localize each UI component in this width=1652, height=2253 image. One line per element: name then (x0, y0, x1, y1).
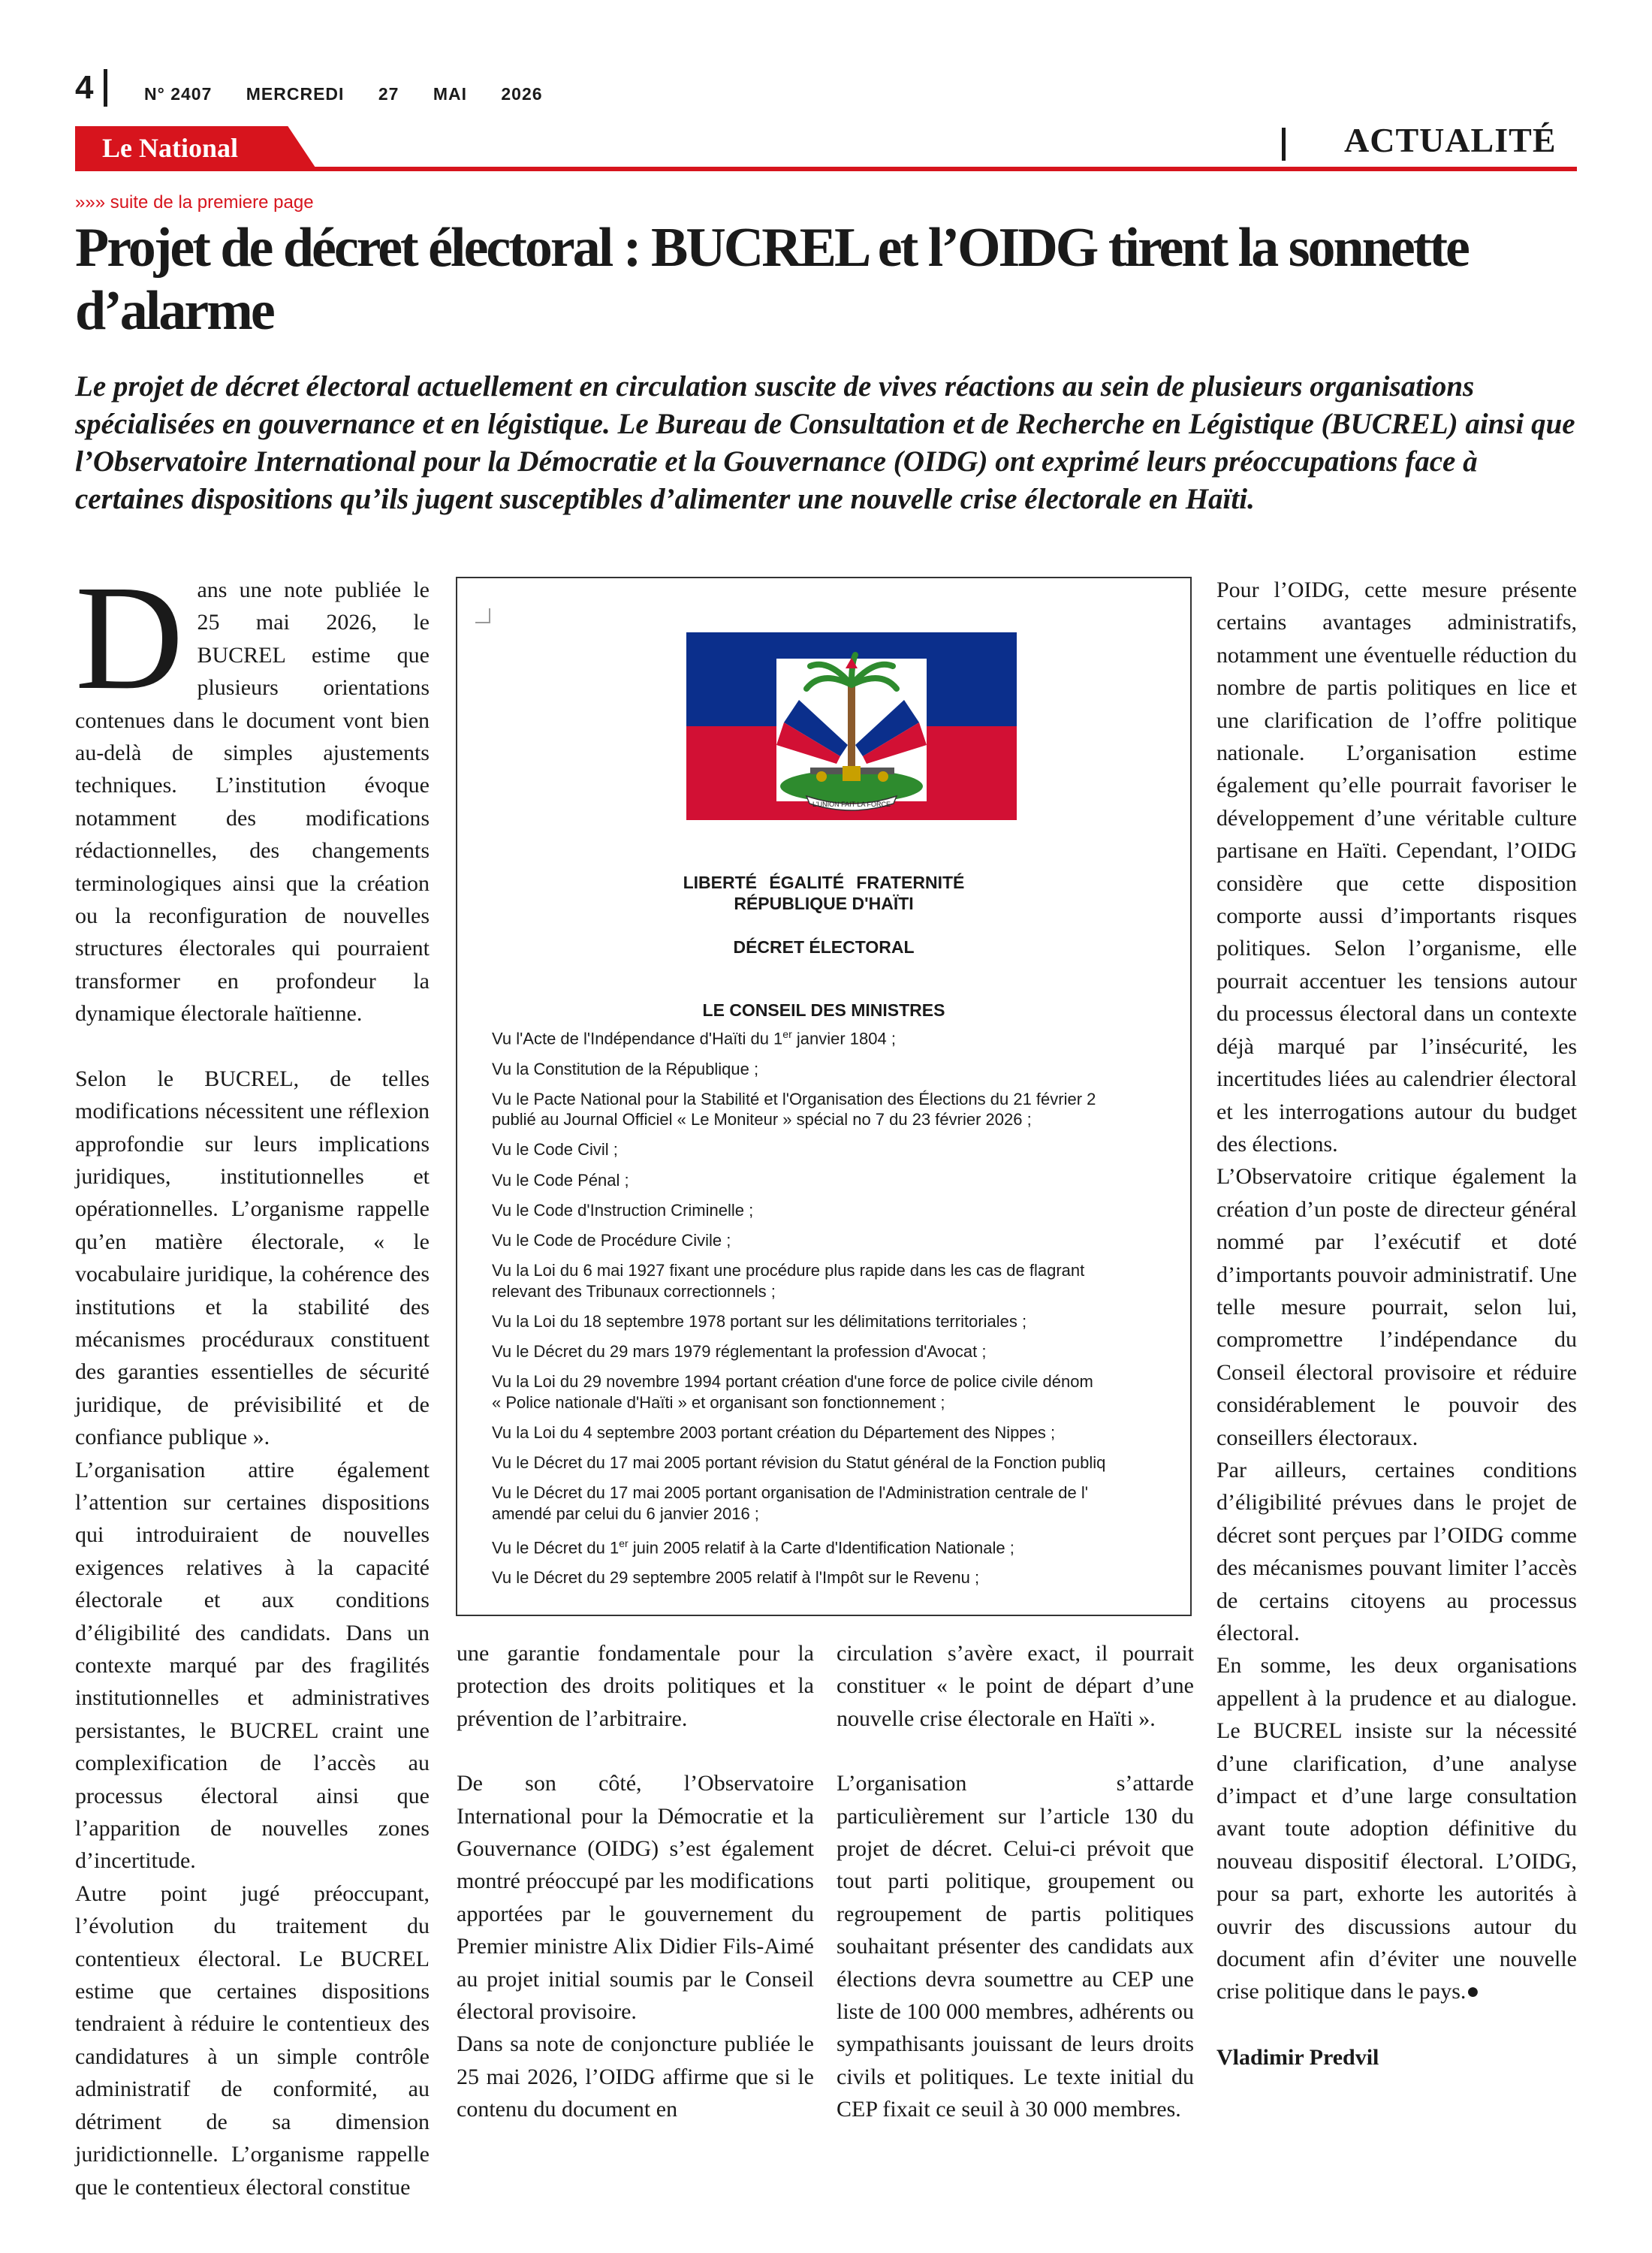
section-divider (1282, 128, 1286, 161)
list-item: Vu la Loi du 29 novembre 1994 portant création d'une force de police civile dénom « Police nationale d'Haïti » et organisant son fonctionnement ; (492, 1372, 1093, 1412)
paragraph: Autre point jugé préoccupant, l’évolution du traitement du contentieux électoral. Le BUCREL estime que certaines dispositions tendraient à réduire le contentieux des candidatures à un simple contrôle administratif de conformité, au détriment de sa dimension juridictionnelle. L’organisme rappelle que le contentieux électoral constitue (75, 1881, 430, 2200)
paragraph: circulation s’avère exact, il pourrait constituer « le point de départ d’une nouvelle crise électorale en Haïti ». (837, 1641, 1194, 1731)
decree-document-image (456, 577, 1192, 1616)
issue-year: 2026 (501, 84, 543, 104)
haiti-coat-of-arms-flag (686, 632, 1017, 820)
list-item: Vu le Pacte National pour la Stabilité et l'Organisation des Élections du 21 février 2 publié au Journal Officiel « Le Moniteur » spécial no 7 du 23 février 2026 ; (492, 1089, 1096, 1130)
article-column-1 (75, 555, 430, 2203)
end-mark-icon: ● (1466, 1979, 1480, 2004)
header-rule (75, 167, 1577, 171)
list-item: Vu le Décret du 29 septembre 2005 relatif à l'Impôt sur le Revenu ; (492, 1568, 980, 1588)
document-motto: LIBERTÉ ÉGALITÉ FRATERNITÉ (683, 873, 965, 892)
issue-day: 27 (378, 84, 399, 104)
list-item: Vu le Code d'Instruction Criminelle ; (492, 1200, 754, 1220)
issue-info (144, 84, 571, 104)
article-lead: Le projet de décret électoral actuellement en circulation suscite de vives réactions au sein de plusieurs organisations spécialisées en gouvernance et en légistique. Le Bureau de Consultation et de Recherche en Légistique (BUCREL) ainsi que l’Observatoire International pour la Démocratie et la Gouvernance (OIDG) ont exprimé leurs préoccupations face à certaines dispositions qu’ils jugent susceptibles d’alimenter une nouvelle crise électorale en Haïti. (75, 370, 1575, 515)
list-item: Vu le Décret du 1er juin 2005 relatif à la Carte d'Identification Nationale ; (492, 1537, 1014, 1558)
document-decree-title: DÉCRET ÉLECTORAL (733, 937, 915, 957)
document-republic: RÉPUBLIQUE D'HAÏTI (734, 894, 914, 913)
paragraph: Par ailleurs, certaines conditions d’éligibilité prévues dans le projet de décret sont perçues par l’OIDG comme des mécanismes pouvant limiter l’accès de certains citoyens au processus électoral. (1216, 1457, 1577, 1645)
list-item: Vu le Code de Procédure Civile ; (492, 1230, 731, 1250)
crop-mark (475, 608, 490, 623)
paragraph: Pour l’OIDG, cette mesure présente certains avantages administratifs, notamment une éventuelle réduction du nombre de partis politiques en lice et une clarification de l’offre politique nationale. L’organisation estime également qu’elle pourrait favoriser le développement d’une véritable culture partisane en Haïti. Cependant, l’OIDG considère que cette disposition comporte aussi d’importants risques politiques. Selon l’organisme, elle pourrait accentuer les tensions autour du processus électoral dans un contexte déjà marqué par l’insécurité, les incertitudes liées au calendrier électoral et les interrogations autour du budget des élections. (1216, 578, 1577, 1157)
page-number: 4 (75, 69, 94, 106)
list-item: Vu la Loi du 6 mai 1927 fixant une procédure plus rapide dans les cas de flagrant relevant des Tribunaux correctionnels ; (492, 1261, 1085, 1301)
paragraph: L’Observatoire critique également la création d’un poste de directeur général nommé par l’exécutif et doté d’importants pouvoir administratif. Une telle mesure pourrait, selon lui, compromettre l’indépendance du Conseil électoral provisoire et réduire considérablement le pouvoir des conseillers électoraux. (1216, 1164, 1577, 1450)
document-council-heading: LE CONSEIL DES MINISTRES (702, 1000, 945, 1020)
paragraph: En somme, les deux organisations appellent à la prudence et au dialogue. Le BUCREL insiste sur la nécessité d’une clarification, d’une analyse d’impact et d’une large consultation avant toute adoption définitive du nouveau dispositif électoral. L’OIDG, pour sa part, exhorte les autorités à ouvrir des discussions autour du document afin d’éviter une nouvelle crise politique dans le pays.● (1216, 1653, 1577, 2004)
paragraph: Dans une note publiée le 25 mai 2026, le BUCREL estime que plusieurs orientations contenues dans le document vont bien au-delà de simples ajustements techniques. L’institution évoque notamment des modifications rédactionnelles, des changements terminologiques ainsi que la création ou la reconfiguration de nouvelles structures électorales qui pourraient transformer en profondeur la dynamique électorale haïtienne. (75, 555, 430, 1027)
list-item: Vu le Décret du 17 mai 2005 portant révision du Statut général de la Fonction publiq (492, 1453, 1106, 1473)
paragraph: Dans sa note de conjoncture publiée le 25 mai 2026, l’OIDG affirme que si le contenu du document en (457, 2031, 814, 2122)
article-author: Vladimir Predvil (1216, 2044, 1379, 2070)
paragraph: L’organisation s’attarde particulièrement sur l’article 130 du projet de décret. Celui-ci prévoit que tout parti politique, groupement ou regroupement de partis politiques souhaitant présenter des candidats aux élections devra soumettre au CEP une liste de 100 000 membres, adhérents ou sympathisants jouissant de leurs droits civils et politiques. Le texte initial du CEP fixait ce seuil à 30 000 membres. (837, 1771, 1194, 2122)
union-motto-ribbon: L'UNION FAIT LA FORCE (812, 801, 891, 808)
article-column-2 (457, 1637, 814, 2126)
article-column-3 (837, 1637, 1194, 2126)
list-item: Vu le Code Civil ; (492, 1140, 618, 1160)
list-item: Vu le Décret du 17 mai 2005 portant organisation de l'Administration centrale de l' amendé par celui du 6 janvier 2016 ; (492, 1483, 1088, 1523)
document-legal-references (492, 1024, 1190, 1598)
list-item: Vu le Décret du 29 mars 1979 réglementant la profession d'Avocat ; (492, 1342, 987, 1362)
issue-number: N° 2407 (144, 84, 213, 104)
list-item: Vu la Constitution de la République ; (492, 1059, 759, 1078)
list-item: Vu la Loi du 18 septembre 1978 portant sur les délimitations territoriales ; (492, 1311, 1027, 1331)
list-item: Vu l'Acte de l'Indépendance d'Haïti du 1er janvier 1804 ; (492, 1028, 896, 1048)
list-item: Vu le Code Pénal ; (492, 1170, 629, 1190)
paragraph: L’organisation attire également l’attention sur certaines dispositions qui introduiraient de nouvelles exigences relatives à la capacité électorale et aux conditions d’éligibilité des candidats. Dans un contexte marqué par des fragilités institutionnelles et administratives persistantes, le BUCREL craint une complexification de l’accès au processus électoral ainsi que l’apparition de nouvelles zones d’incertitude. (75, 1457, 430, 1874)
section-label: ACTUALITÉ (1344, 121, 1557, 159)
article-column-4 (1216, 574, 1577, 2074)
issue-weekday: MERCREDI (246, 84, 345, 104)
drop-cap: D (75, 555, 184, 721)
paragraph: une garantie fondamentale pour la protection des droits politiques et la prévention de l’arbitraire. (457, 1641, 814, 1731)
list-item: Vu la Loi du 4 septembre 2003 portant création du Département des Nippes ; (492, 1422, 1056, 1442)
page-number-divider (104, 69, 107, 107)
continuation-kicker: »»» suite de la premiere page (75, 192, 314, 213)
paragraph: Selon le BUCREL, de telles modifications nécessitent une réflexion approfondie sur leurs implications juridiques, institutionnelles et opérationnelles. L’organisme rappelle qu’en matière électorale, « le vocabulaire juridique, la cohérence des institutions et la stabilité des mécanismes procéduraux constituent des garanties essentielles de sécurité juridique, de prévisibilité et de confiance publique ». (75, 1066, 430, 1450)
paragraph: De son côté, l’Observatoire International pour la Démocratie et la Gouvernance (OIDG) s’est également montré préoccupé par les modifications apportées par le gouvernement du Premier ministre Alix Didier Fils-Aimé au projet initial soumis par le Conseil électoral provisoire. (457, 1771, 814, 2025)
issue-month: MAI (433, 84, 467, 104)
article-headline: Projet de décret électoral : BUCREL et l’OIDG tirent la sonnette d’alarme (75, 217, 1468, 342)
brand-name: Le National (102, 133, 239, 163)
